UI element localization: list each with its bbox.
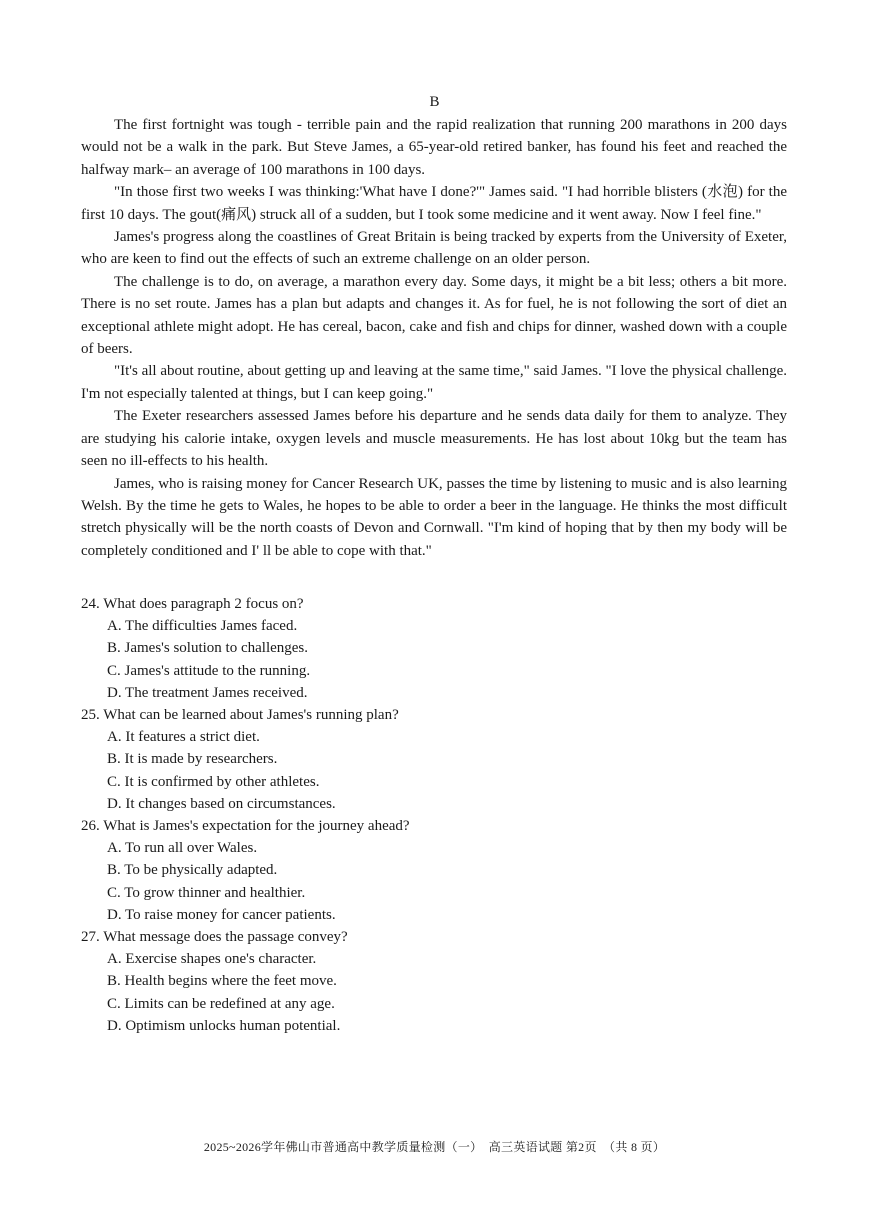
option-c: C. James's attitude to the running. bbox=[107, 662, 311, 679]
option-c: C. Limits can be redefined at any age. bbox=[107, 995, 335, 1012]
passage-paragraph: The challenge is to do, on average, a marathon every day. Some days, it might be a bit less; others a bit more. There is no set route. James has a plan but adapts and changes it. As for fuel, he is not following the sort of diet an exceptional athlete might adopt. He has cereal, bacon, cake and fish and chips for dinner, washed down with a couple of beers. bbox=[81, 273, 787, 358]
passage-paragraph: "It's all about routine, about getting up and leaving at the same time," said James. "I love the physical challenge. I'm not especially talented at things, but I can keep going." bbox=[81, 363, 787, 402]
option-list bbox=[81, 615, 781, 704]
question-list bbox=[81, 593, 781, 1037]
passage-paragraph: "In those first two weeks I was thinking:'What have I done?'" James said. "I had horrible blisters (水泡) for the first 10 days. The gout(痛风) struck all of a sudden, but I took some medicine and it went away. Now I feel fine." bbox=[81, 184, 787, 223]
question-27 bbox=[81, 926, 781, 1037]
passage-paragraph: The first fortnight was tough - terrible pain and the rapid realization that running 200 marathons in 200 days would not be a walk in the park. But Steve James, a 65-year-old retired banker, has found his feet and reached the halfway mark– an average of 100 marathons in 100 days. bbox=[81, 117, 787, 178]
page-footer: 2025~2026学年佛山市普通高中教学质量检测（一） 高三英语试题 第2页 （共 8 页） bbox=[203, 1140, 666, 1154]
question-stem: 24. What does paragraph 2 focus on? bbox=[81, 596, 304, 612]
passage-paragraph: The Exeter researchers assessed James before his departure and he sends data daily for them to analyze. They are studying his calorie intake, oxygen levels and muscle measurements. He has lost about 10kg but the team has seen no ill-effects to his health. bbox=[81, 408, 787, 470]
option-a: A. Exercise shapes one's character. bbox=[107, 951, 317, 968]
option-b: B. It is made by researchers. bbox=[107, 751, 278, 768]
passage-paragraph: James, who is raising money for Cancer Research UK, passes the time by listening to music and is also learning Welsh. By the time he gets to Wales, he hopes to be able to order a beer in the language. He thinks the most difficult stretch physically will be the north coasts of Devon and Cornwall. "I'm kind of hoping that by then my body will be completely conditioned and I' ll be able to cope with that." bbox=[81, 475, 787, 559]
option-list bbox=[81, 948, 781, 1037]
option-b: B. Health begins where the feet move. bbox=[107, 973, 337, 990]
reading-passage bbox=[81, 114, 787, 562]
option-a: A. To run all over Wales. bbox=[107, 840, 258, 857]
section-heading: B bbox=[429, 94, 440, 110]
option-d: D. It changes based on circumstances. bbox=[107, 795, 336, 812]
option-list bbox=[81, 837, 781, 926]
question-24 bbox=[81, 593, 781, 704]
question-stem: 26. What is James's expectation for the journey ahead? bbox=[81, 818, 410, 835]
passage-paragraph: James's progress along the coastlines of Great Britain is being tracked by experts from the University of Exeter, who are keen to find out the effects of such an extreme challenge on an older person. bbox=[81, 229, 787, 268]
question-26 bbox=[81, 815, 781, 926]
question-stem: 25. What can be learned about James's running plan? bbox=[81, 707, 399, 724]
option-a: A. It features a strict diet. bbox=[107, 729, 260, 746]
option-b: B. James's solution to challenges. bbox=[107, 640, 309, 657]
option-d: D. The treatment James received. bbox=[107, 684, 308, 701]
option-d: D. To raise money for cancer patients. bbox=[107, 906, 336, 923]
option-c: C. To grow thinner and healthier. bbox=[107, 884, 306, 901]
option-c: C. It is confirmed by other athletes. bbox=[107, 773, 320, 790]
question-25 bbox=[81, 704, 781, 815]
option-d: D. Optimism unlocks human potential. bbox=[107, 1017, 341, 1034]
option-a: A. The difficulties James faced. bbox=[107, 618, 298, 635]
question-stem: 27. What message does the passage convey? bbox=[81, 929, 348, 946]
option-b: B. To be physically adapted. bbox=[107, 862, 278, 879]
option-list bbox=[81, 726, 781, 815]
